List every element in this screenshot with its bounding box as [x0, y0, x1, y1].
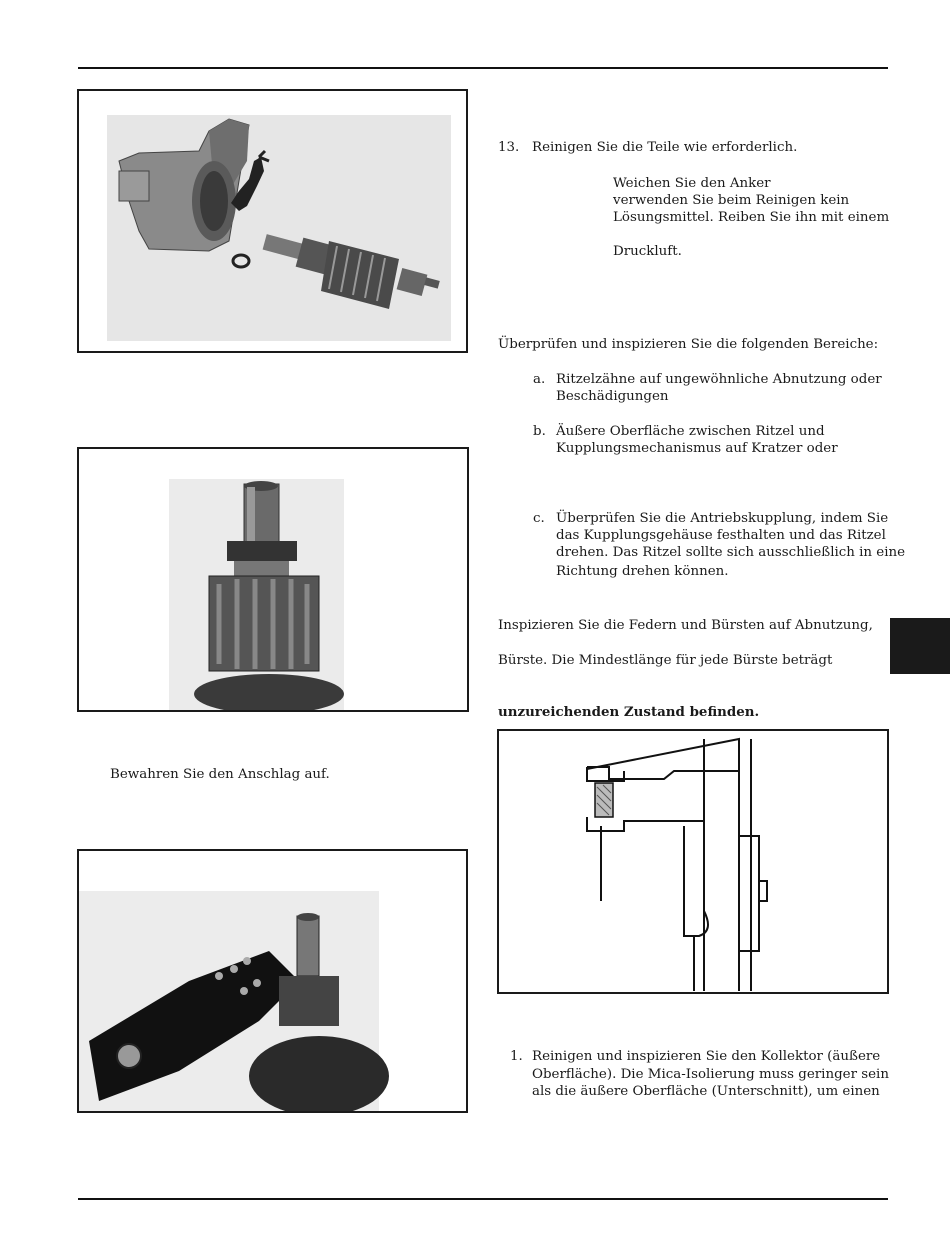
- inspect-item-c-line1: Überprüfen Sie die Antriebskupplung, indem Sie: [556, 511, 889, 526]
- inspect-item-a-line1: Ritzelzähne auf ungewöhnliche Abnutzung oder: [556, 372, 882, 387]
- inspect-item-c-line4: Richtung drehen können.: [556, 564, 729, 579]
- springs-line2: Bürste. Die Mindestlänge für jede Bürste beträgt: [498, 653, 833, 668]
- inspect-intro: Überprüfen und inspizieren Sie die folgenden Bereiche:: [498, 337, 879, 352]
- chapter-tab: [890, 618, 950, 674]
- step13-note-line4: Druckluft.: [613, 244, 682, 259]
- inspect-item-c-line3: drehen. Das Ritzel sollte sich ausschließlich in eine: [556, 545, 906, 560]
- inspect-item-b-line2: Kupplungsmechanismus auf Kratzer oder: [556, 441, 838, 456]
- inspect-item-c-line2: das Kupplungsgehäuse festhalten und das Ritzel: [556, 528, 886, 543]
- caliper-diagram: [499, 731, 887, 992]
- starter-parts-photo: [79, 91, 466, 351]
- inspect-item-a-line2: Beschädigungen: [556, 389, 669, 404]
- springs-line1: Inspizieren Sie die Federn und Bürsten auf Abnutzung,: [498, 618, 873, 633]
- stop-tool-photo: [79, 851, 466, 1111]
- step13-note-line1: Weichen Sie den Anker: [613, 176, 771, 191]
- step1-line3: als die äußere Oberfläche (Unterschnitt), um einen: [532, 1084, 880, 1099]
- inspect-item-b-label: b.: [533, 424, 546, 439]
- step13-note-line3: Lösungsmittel. Reiben Sie ihn mit einem: [613, 210, 890, 225]
- step1-line1: Reinigen und inspizieren Sie den Kollektor (äußere: [532, 1049, 881, 1064]
- inspect-item-c-label: c.: [533, 511, 545, 526]
- step1-number: 1.: [510, 1049, 523, 1064]
- inspect-item-a-label: a.: [533, 372, 546, 387]
- step13-number: 13.: [498, 140, 520, 155]
- pinion-photo: [79, 449, 467, 710]
- inspect-item-b-line1: Äußere Oberfläche zwischen Ritzel und: [556, 424, 825, 439]
- header-rule: [78, 67, 888, 69]
- figure-stop-tool: [77, 849, 468, 1113]
- step1-line2: Oberfläche). Die Mica-Isolierung muss geringer sein: [532, 1067, 889, 1082]
- footer-rule: [78, 1198, 888, 1200]
- step13-note-line2: verwenden Sie beim Reinigen kein: [613, 193, 850, 208]
- step13-text: Reinigen Sie die Teile wie erforderlich.: [532, 140, 798, 155]
- figure-pinion-closeup: [77, 447, 469, 712]
- stop-note: Bewahren Sie den Anschlag auf.: [110, 767, 330, 782]
- springs-bold-line: unzureichenden Zustand befinden.: [498, 704, 760, 720]
- figure-caliper-brush: [497, 729, 889, 994]
- figure-starter-disassembled: [77, 89, 468, 353]
